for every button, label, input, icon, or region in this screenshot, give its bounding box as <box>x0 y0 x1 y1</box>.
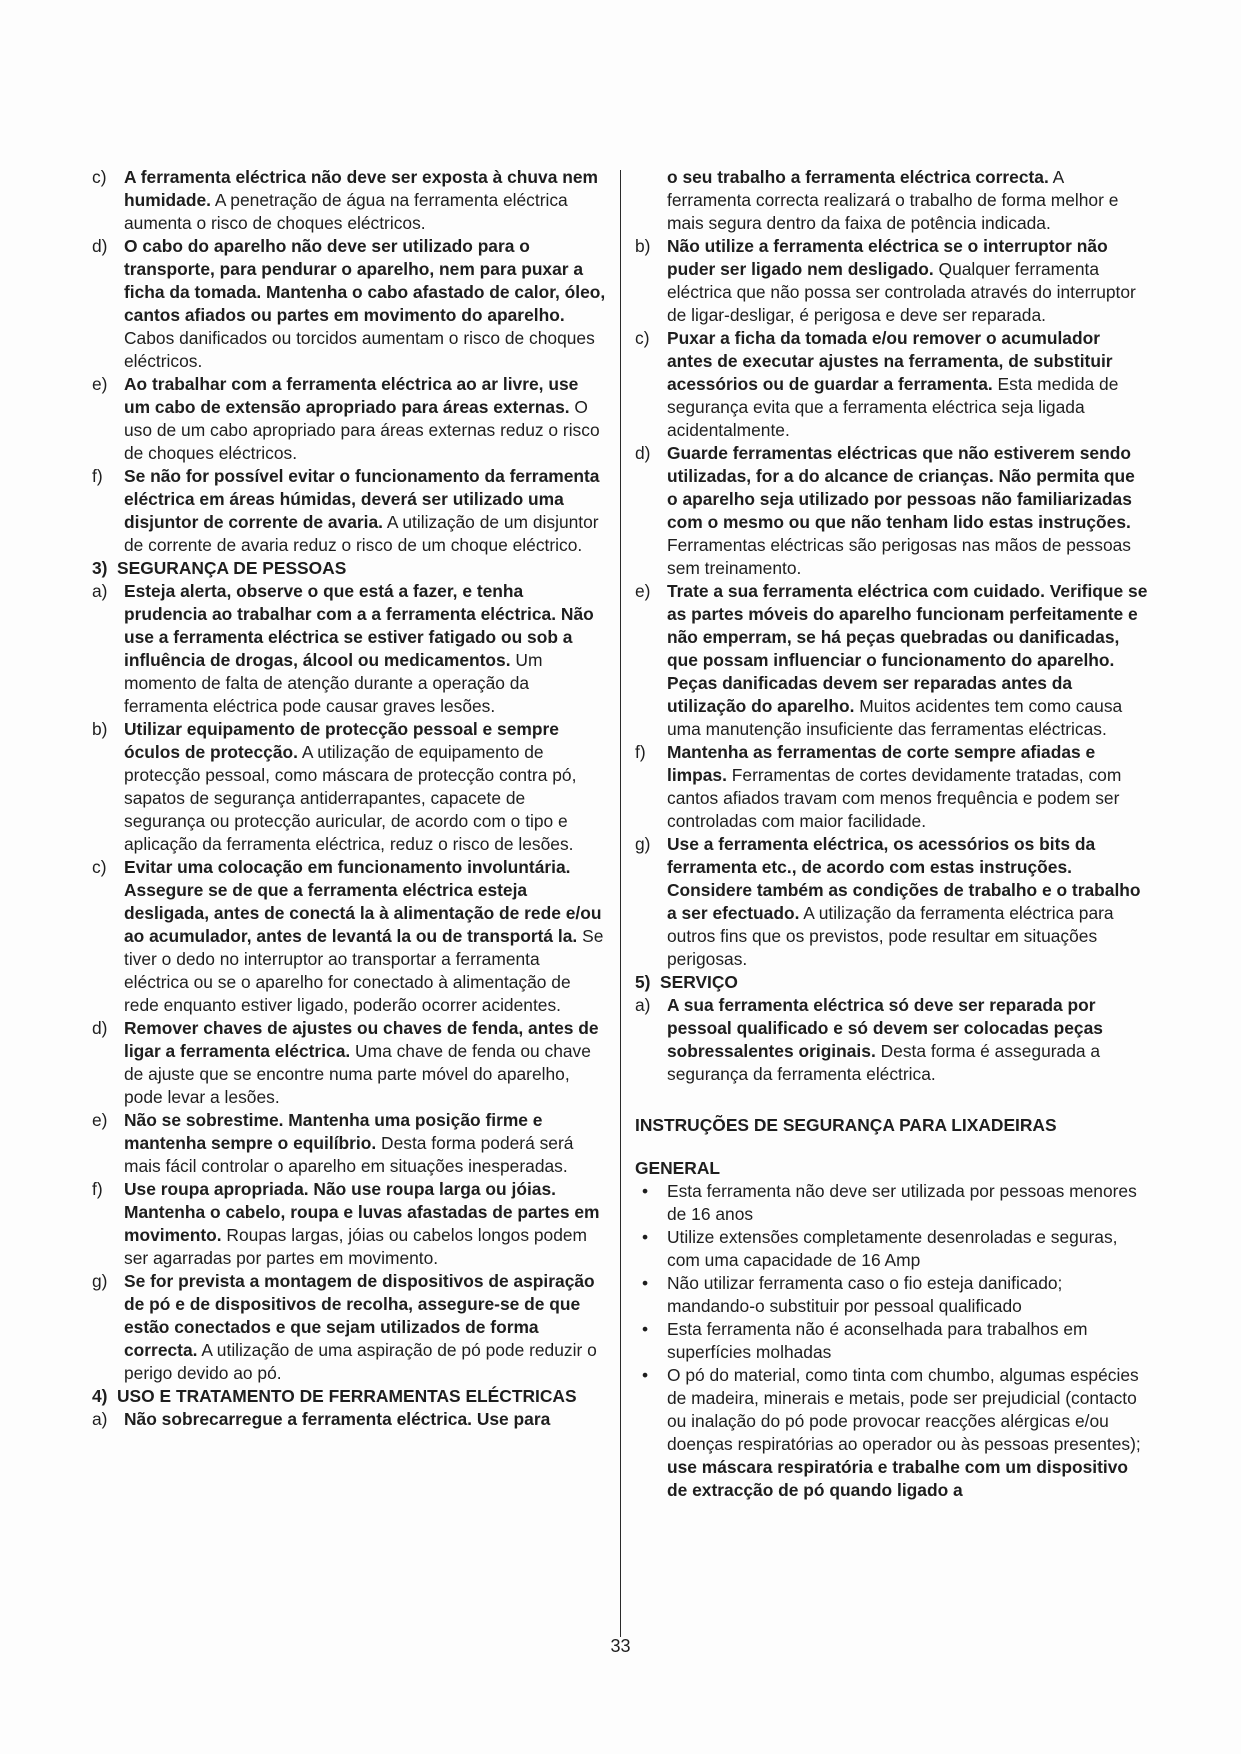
instruction-item <box>92 465 607 557</box>
instruction-item <box>635 442 1149 580</box>
item-letter: d) <box>92 236 108 256</box>
bullet-item <box>635 1318 1149 1364</box>
bullet-text: Esta ferramenta não é aconselhada para trabalhos em superfícies molhadas <box>667 1319 1088 1362</box>
item-bold-text: Ao trabalhar com a ferramenta eléctrica ao ar livre, use um cabo de extensão apropriado para áreas externas. <box>124 374 579 417</box>
item-bold-text: Não se sobrestime. Mantenha uma posição firme e mantenha sempre o equilíbrio. <box>124 1110 543 1153</box>
item-bold-text: Mantenha as ferramentas de corte sempre afiadas e limpas. <box>667 742 1096 785</box>
item-letter: f) <box>92 1179 103 1199</box>
bullet-item <box>635 1364 1149 1502</box>
item-bold-text: Use a ferramenta eléctrica, os acessórios os bits da ferramenta etc., de acordo com estas instruções. Considere também as condições de trabalho e o trabalho a ser efectuado. <box>667 834 1141 923</box>
item-text: Desta forma poderá será mais fácil controlar o aparelho em situações inesperadas. <box>124 1133 574 1176</box>
spacer <box>635 1086 1149 1114</box>
bullet-item <box>635 1180 1149 1226</box>
item-bold-text: Não utilize a ferramenta eléctrica se o interruptor não puder ser ligado nem desligado. <box>667 236 1108 279</box>
section-number: 3) <box>92 558 108 578</box>
item-letter: f) <box>92 466 103 486</box>
continued-item <box>635 166 1149 235</box>
instruction-item <box>92 166 607 235</box>
item-text: Ferramentas eléctricas são perigosas nas mãos de pessoas sem treinamento. <box>667 535 1131 578</box>
item-letter: e) <box>92 374 108 394</box>
section-heading <box>635 1114 1149 1137</box>
instruction-item <box>635 327 1149 442</box>
item-letter: b) <box>635 236 651 256</box>
section-heading <box>635 1157 1149 1180</box>
item-letter: a) <box>635 995 651 1015</box>
bullet-icon: • <box>641 1319 649 1339</box>
item-letter: d) <box>635 443 651 463</box>
section-title: SEGURANÇA DE PESSOAS <box>117 558 347 578</box>
item-letter: g) <box>635 834 651 854</box>
instruction-item <box>92 580 607 718</box>
item-bold-text: Use roupa apropriada. Não use roupa larga ou jóias. Mantenha o cabelo, roupa e luvas afastadas de partes em movimento. <box>124 1179 600 1245</box>
instruction-item <box>92 235 607 373</box>
instruction-item <box>92 718 607 856</box>
instruction-item <box>635 580 1149 741</box>
item-bold-text: Se for prevista a montagem de dispositivos de aspiração de pó e de dispositivos de recolha, assegure-se de que estão conectados e que sejam utilizados de forma correcta. <box>124 1271 595 1360</box>
item-bold-text: Não sobrecarregue a ferramenta eléctrica. Use para <box>124 1409 551 1429</box>
instruction-item <box>92 1017 607 1109</box>
item-bold-text: Se não for possível evitar o funcionamento da ferramenta eléctrica em áreas húmidas, deverá ser utilizado uma disjuntor de corrente de avaria. <box>124 466 600 532</box>
bullet-item <box>635 1272 1149 1318</box>
item-text: A utilização de uma aspiração de pó pode reduzir o perigo devido ao pó. <box>124 1340 597 1383</box>
item-bold-text: Esteja alerta, observe o que está a fazer, e tenha prudencia ao trabalhar com a a ferramenta eléctrica. Não use a ferramenta eléctrica se estiver fatigado ou sob a influência de drogas, álcool ou medicamentos. <box>124 581 594 670</box>
item-letter: c) <box>92 167 107 187</box>
item-text: Roupas largas, jóias ou cabelos longos podem ser agarradas por partes em movimento. <box>124 1225 588 1268</box>
item-text: Desta forma é assegurada a segurança da ferramenta eléctrica. <box>667 1041 1101 1084</box>
numbered-section-title <box>92 557 607 580</box>
item-text: A utilização da ferramenta eléctrica para outros fins que os previstos, pode resultar em situações perigosas. <box>667 903 1114 969</box>
left-column <box>92 166 607 1431</box>
item-bold-text: A ferramenta eléctrica não deve ser exposta à chuva nem humidade. <box>124 167 598 210</box>
heading-text: INSTRUÇÕES DE SEGURANÇA PARA LIXADEIRAS <box>635 1115 1057 1135</box>
item-bold-text: Utilizar equipamento de protecção pessoal e sempre óculos de protecção. <box>124 719 559 762</box>
bullet-bold-text: use máscara respiratória e trabalhe com um dispositivo de extracção de pó quando ligado a <box>667 1457 1129 1500</box>
item-text: Ferramentas de cortes devidamente tratadas, com cantos afiados travam com menos frequência e podem ser controladas com maior facilidade. <box>667 765 1122 831</box>
item-bold-text: Puxar a ficha da tomada e/ou remover o acumulador antes de executar ajustes na ferramenta, de substituir acessórios ou de guardar a ferramenta. <box>667 328 1113 394</box>
item-bold-text: Evitar uma colocação em funcionamento involuntária. Assegure se de que a ferramenta eléctrica esteja desligada, antes de conectá la à alimentação de rede e/ou ao acumulador, antes de levantá la ou de transportá la. <box>124 857 602 946</box>
item-letter: d) <box>92 1018 108 1038</box>
item-letter: c) <box>92 857 107 877</box>
item-text: A penetração de água na ferramenta eléctrica aumenta o risco de choques eléctricos. <box>124 190 568 233</box>
item-letter: g) <box>92 1271 108 1291</box>
item-text: Uma chave de fenda ou chave de ajuste que se encontre numa parte móvel do aparelho, pode levar a lesões. <box>124 1041 591 1107</box>
item-text: A utilização de um disjuntor de corrente de avaria reduz o risco de um choque eléctrico. <box>124 512 599 555</box>
item-bold-text: Remover chaves de ajustes ou chaves de fenda, antes de ligar a ferramenta eléctrica. <box>124 1018 599 1061</box>
bullet-icon: • <box>641 1227 649 1247</box>
item-bold-text: O cabo do aparelho não deve ser utilizado para o transporte, para pendurar o aparelho, nem para puxar a ficha da tomada. Mantenha o cabo afastado de calor, óleo, cantos afiados ou partes em movimento do aparelho. <box>124 236 606 325</box>
item-text: A ferramenta correcta realizará o trabalho de forma melhor e mais segura dentro da faixa de potência indicada. <box>667 167 1119 233</box>
item-letter: c) <box>635 328 650 348</box>
bullet-item <box>635 1226 1149 1272</box>
bullet-icon: • <box>641 1365 649 1385</box>
instruction-item <box>92 373 607 465</box>
column-divider <box>620 170 621 1637</box>
numbered-section-title <box>92 1385 607 1408</box>
numbered-section-title <box>635 971 1149 994</box>
section-title: SERVIÇO <box>660 972 738 992</box>
item-letter: b) <box>92 719 108 739</box>
item-bold-text: o seu trabalho a ferramenta eléctrica correcta. <box>667 167 1049 187</box>
instruction-item <box>92 1109 607 1178</box>
instruction-item <box>92 1178 607 1270</box>
bullet-text: Utilize extensões completamente desenroladas e seguras, com uma capacidade de 16 Amp <box>667 1227 1118 1270</box>
item-text: Um momento de falta de atenção durante a operação da ferramenta eléctrica pode causar graves lesões. <box>124 650 543 716</box>
bullet-text: Não utilizar ferramenta caso o fio esteja danificado; mandando-o substituir por pessoal qualificado <box>667 1273 1063 1316</box>
item-bold-text: A sua ferramenta eléctrica só deve ser reparada por pessoal qualificado e só devem ser colocadas peças sobressalentes originais. <box>667 995 1103 1061</box>
bullet-text: Esta ferramenta não deve ser utilizada por pessoas menores de 16 anos <box>667 1181 1137 1224</box>
item-text: A utilização de equipamento de protecção pessoal, como máscara de protecção contra pó, sapatos de segurança antiderrapantes, capacete de segurança ou protecção auricular, de acordo com o tipo e aplicação da ferramenta eléctrica, reduz o risco de lesões. <box>124 742 577 854</box>
item-letter: e) <box>92 1110 108 1130</box>
bullet-icon: • <box>641 1181 649 1201</box>
section-number: 5) <box>635 972 651 992</box>
section-number: 4) <box>92 1386 108 1406</box>
instruction-item <box>635 833 1149 971</box>
instruction-item <box>635 235 1149 327</box>
item-text: Muitos acidentes tem como causa uma manutenção insuficiente das ferramentas eléctricas. <box>667 696 1123 739</box>
item-letter: e) <box>635 581 651 601</box>
bullet-icon: • <box>641 1273 649 1293</box>
instruction-item <box>635 741 1149 833</box>
heading-text: GENERAL <box>635 1158 721 1178</box>
item-bold-text: Guarde ferramentas eléctricas que não estiverem sendo utilizadas, for a do alcance de crianças. Não permita que o aparelho seja utilizado por pessoas não familiarizadas com o mesmo ou que não tenham lido estas instruções. <box>667 443 1135 532</box>
item-text: O uso de um cabo apropriado para áreas externas reduz o risco de choques eléctricos. <box>124 397 600 463</box>
item-letter: f) <box>635 742 646 762</box>
instruction-item <box>92 1270 607 1385</box>
page-number: 33 <box>610 1636 631 1656</box>
section-title: USO E TRATAMENTO DE FERRAMENTAS ELÉCTRICAS <box>117 1386 577 1406</box>
item-letter: a) <box>92 1409 108 1429</box>
item-text: Esta medida de segurança evita que a ferramenta eléctrica seja ligada acidentalmente. <box>667 374 1119 440</box>
item-bold-text: Trate a sua ferramenta eléctrica com cuidado. Verifique se as partes móveis do aparelho funcionam perfeitamente e não emperram, se há peças quebradas ou danificadas, que possam influenciar o funcionamento do aparelho. Peças danificadas devem ser reparadas antes da utilização do aparelho. <box>667 581 1148 716</box>
instruction-item <box>635 994 1149 1086</box>
item-text: Cabos danificados ou torcidos aumentam o risco de choques eléctricos. <box>124 328 595 371</box>
item-text: Se tiver o dedo no interruptor ao transportar a ferramenta eléctrica ou se o aparelho for conectado à alimentação de rede enquanto estiver ligado, poderão ocorrer acidentes. <box>124 926 604 1015</box>
right-column <box>635 166 1149 1502</box>
instruction-item <box>92 856 607 1017</box>
item-text: Qualquer ferramenta eléctrica que não possa ser controlada através do interruptor de ligar-desligar, é perigosa e deve ser reparada. <box>667 259 1136 325</box>
spacer <box>635 1137 1149 1157</box>
bullet-text: O pó do material, como tinta com chumbo, algumas espécies de madeira, minerais e metais, pode ser prejudicial (contacto ou inalação do pó pode provocar reacções alérgicas e/ou doenças respiratórias ao operador ou às pessoas presentes); <box>667 1365 1141 1454</box>
item-letter: a) <box>92 581 108 601</box>
instruction-item <box>92 1408 607 1431</box>
